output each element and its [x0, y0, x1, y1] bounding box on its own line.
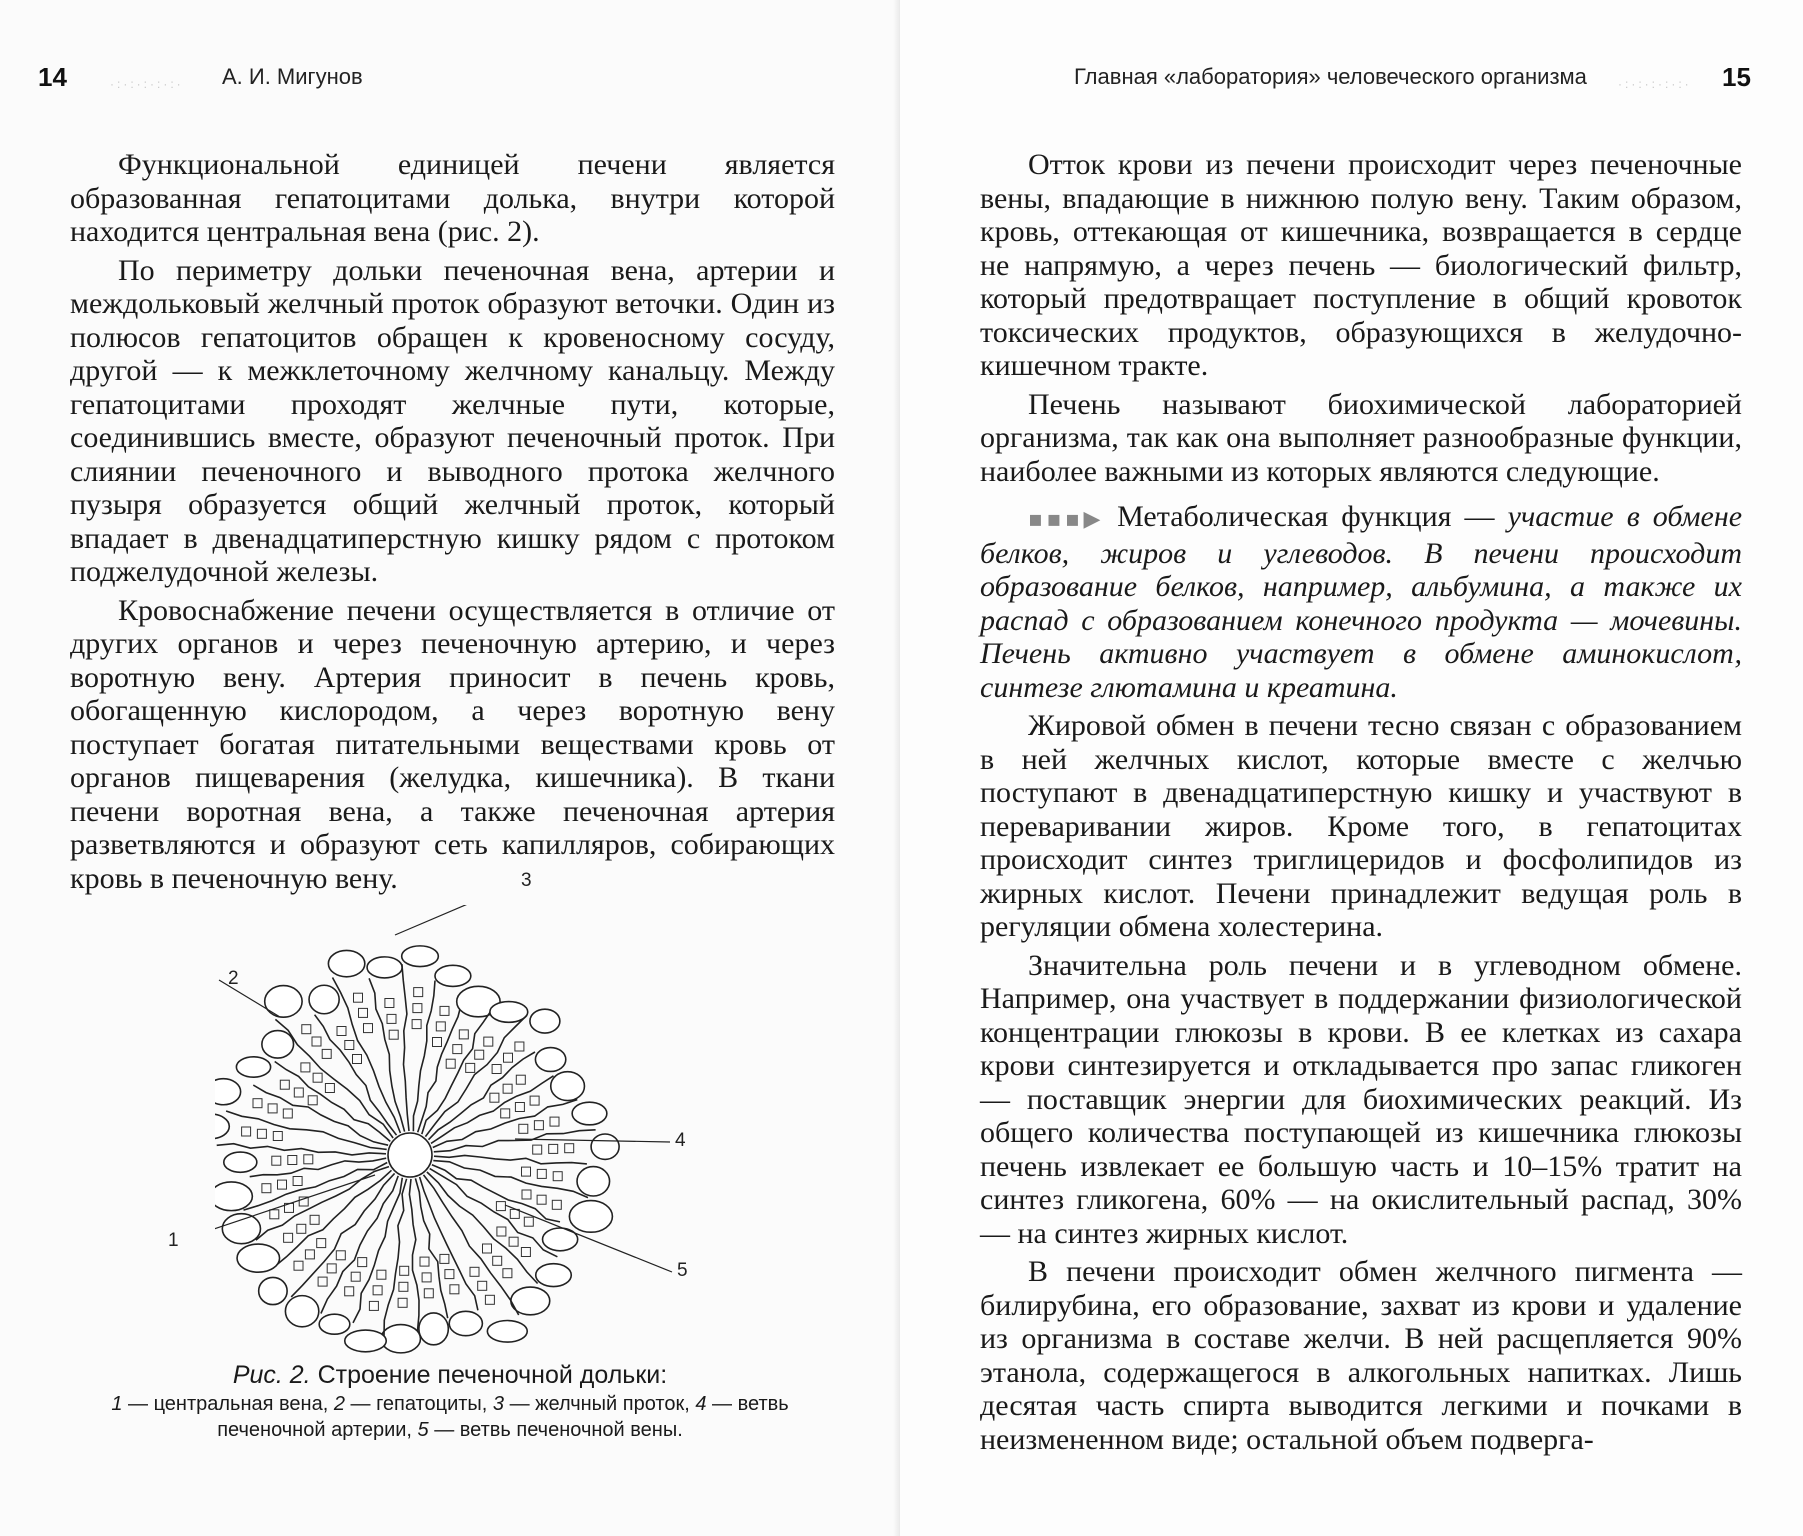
- lobule-strand: [250, 1158, 387, 1177]
- legend-text: — ветвь печеночной вены.: [428, 1419, 683, 1441]
- header-ornament-right: ·:·:·:·:·:·: [1618, 77, 1692, 91]
- hepatocyte-cell: [354, 993, 363, 1002]
- hepatocyte-cell: [318, 1277, 327, 1286]
- hepatocyte-cell: [519, 1124, 528, 1133]
- hepatocyte-lobe: [402, 946, 439, 967]
- hepatocyte-lobe: [236, 1057, 270, 1077]
- hepatocyte-cell: [450, 1285, 459, 1294]
- hepatocyte-cell: [312, 1037, 321, 1046]
- hepatocyte-cell: [294, 1261, 303, 1270]
- hepatocyte-cell: [524, 1217, 533, 1226]
- paragraph: Кровоснабжение печени осуществляется в отличие от других органов и через печеночную артерию, и через воротную вену. Артерия приносит в печень кровь, обогащенную кислородом, а через воротную вену поступает богатая питательными веществами кровь от органов пищеварения (желудка, кишечника). В ткани печени воротная вена, а также печеночная артерия разветвляются и образуют сеть капилляров, собирающих кровь в печеночную вену.: [70, 593, 835, 895]
- hepatocyte-cell: [492, 1065, 501, 1074]
- hepatocyte-lobe: [367, 957, 402, 978]
- hepatocyte-cell: [308, 1096, 317, 1105]
- figure-caption: [55, 1359, 845, 1443]
- hepatocyte-cell: [359, 1008, 368, 1017]
- hepatocyte-cell: [424, 1289, 433, 1298]
- hepatocyte-lobe: [345, 1330, 386, 1352]
- figure-label-5: 5: [677, 1260, 688, 1281]
- hepatocyte-cell: [369, 1301, 378, 1310]
- hepatocyte-cell: [440, 1006, 449, 1015]
- lobule-strand: [425, 1015, 526, 1136]
- hepatocyte-cell: [515, 1042, 524, 1051]
- header-ornament-left: ·:·:·:·:·:·: [110, 77, 184, 91]
- lobule-strand: [369, 978, 405, 1131]
- hepatocyte-cell: [413, 1004, 422, 1013]
- hepatocyte-lobe: [435, 965, 471, 986]
- hepatocyte-cell: [504, 1053, 513, 1062]
- legend-num: 2: [333, 1393, 345, 1415]
- hepatocyte-cell: [322, 1049, 331, 1058]
- hepatocyte-cell: [445, 1270, 454, 1279]
- hepatocyte-lobe: [224, 1152, 257, 1172]
- hepatocyte-cell: [522, 1167, 531, 1176]
- hepatocyte-lobe: [262, 1031, 294, 1059]
- hepatocyte-cell: [516, 1075, 525, 1084]
- caption-title-text: Строение печеночной дольки:: [310, 1361, 668, 1389]
- hepatocyte-cell: [440, 1254, 449, 1263]
- hepatocyte-cell: [549, 1144, 558, 1153]
- hepatocyte-cell: [446, 1059, 455, 1068]
- hepatocyte-cell: [459, 1030, 468, 1039]
- hepatocyte-cell: [304, 1155, 313, 1164]
- hepatocyte-cell: [253, 1099, 262, 1108]
- legend-text: — ветвь печеночной артерии,: [217, 1393, 789, 1441]
- hepatocyte-cell: [485, 1295, 494, 1304]
- lobule-strand: [415, 1178, 447, 1318]
- paragraph: В печени происходит обмен желчного пигмента — билирубина, его образование, захват из крови и удаление из организма в составе желчи. В ней расщепляется 90% этанола, содержащегося в алкогольных напитках. Лишь десятая часть спирта выводится легкими и почками в неизмененном виде; остальной объем подверга-: [980, 1255, 1742, 1456]
- lobule-strand: [434, 1155, 587, 1164]
- hepatocyte-cell: [436, 1022, 445, 1031]
- hepatocyte-cell: [433, 1038, 442, 1047]
- legend-text: — желчный проток,: [504, 1393, 696, 1415]
- hepatocyte-cell: [262, 1184, 271, 1193]
- hepatocyte-cell: [400, 1266, 409, 1275]
- hepatocyte-cell: [353, 1055, 362, 1064]
- hepatocyte-cell: [534, 1121, 543, 1130]
- figure-label-1: 1: [168, 1230, 179, 1251]
- hepatocyte-cell: [496, 1202, 505, 1211]
- left-text-column: [70, 148, 835, 900]
- hepatocyte-lobe: [536, 1264, 572, 1287]
- hepatocyte-cell: [420, 1257, 429, 1266]
- hepatocyte-cell: [385, 999, 394, 1008]
- hepatocyte-cell: [313, 1073, 322, 1082]
- paragraph: Значительна роль печени и в углеводном обмене. Например, она участвует в поддержании физиологической концентрации глюкозы в крови. В ее клетках из сахара крови синтезируется и откладывается про запас гликоген — поставщик энергии для биохимических реакций. Из общего количества поступающей из кишечника глюкозы печень извлекает ее большую часть и 10–15% тратит на синтез гликогена, 60% — на окислительный распад, 30% — на синтез жирных кислот.: [980, 948, 1742, 1250]
- hepatocyte-lobe: [591, 1134, 619, 1159]
- paragraph: По периметру дольки печеночная вена, артерии и междольковый желчный проток образуют веточки. Один из полюсов гепатоцитов обращен к кровеносному сосуду, другой — к межклеточному желчному канальцу. Между гепатоцитами проходят желчные пути, которые, соединившись вместе, образуют печеночный проток. При слиянии печеночного и выводного протока желчного пузыря образуется общий желчный проток, который впадает в двенадцатиперстную кишку рядом с протоком поджелудочной железы.: [70, 253, 835, 588]
- hepatocyte-cell: [522, 1190, 531, 1199]
- hepatocyte-cell: [387, 1014, 396, 1023]
- running-header-left: А. И. Мигунов: [222, 64, 363, 89]
- hepatocyte-lobe: [381, 1325, 420, 1353]
- legend-num: 1: [111, 1393, 123, 1415]
- left-page: [0, 0, 900, 1536]
- hepatocyte-cell: [553, 1172, 562, 1181]
- liver-lobule-illustration: [215, 905, 685, 1355]
- legend-num: 5: [417, 1419, 429, 1441]
- hepatocyte-cell: [466, 1063, 475, 1072]
- hepatocyte-cell: [272, 1156, 281, 1165]
- hepatocyte-cell: [478, 1281, 487, 1290]
- hepatocyte-cell: [501, 1109, 510, 1118]
- hepatocyte-cell: [503, 1084, 512, 1093]
- leader-line-3: [395, 905, 517, 935]
- figure-label-3: 3: [521, 870, 532, 891]
- hepatocyte-cell: [497, 1227, 506, 1236]
- lobule-strand: [321, 1176, 398, 1314]
- hepatocyte-lobe: [449, 1311, 482, 1335]
- legend-text: — центральная вена,: [122, 1393, 334, 1415]
- legend-text: — гепатоциты,: [344, 1393, 493, 1415]
- bullet-text: участие в обмене белков, жиров и углеводов. В печени происходит образование белков, например, альбумина, а также их распад с образованием конечного продукта — мочевины. Печень активно участвует в обмене аминокислот, синтезе глютамина и креатина.: [980, 500, 1743, 704]
- hepatocyte-cell: [503, 1269, 512, 1278]
- hepatocyte-cell: [509, 1237, 518, 1246]
- hepatocyte-cell: [257, 1129, 266, 1138]
- bullet-arrow-icon: ▪▪▪▶: [1028, 507, 1105, 532]
- hepatocyte-cell: [533, 1145, 542, 1154]
- hepatocyte-lobe: [215, 1079, 241, 1105]
- hepatocyte-cell: [565, 1144, 574, 1153]
- hepatocyte-cell: [297, 1224, 306, 1233]
- hepatocyte-lobe: [419, 1313, 448, 1345]
- lobule-strand: [434, 1130, 596, 1152]
- hepatocyte-lobe: [222, 1214, 260, 1244]
- hepatocyte-cell: [327, 1264, 336, 1273]
- caption-prefix: Рис. 2.: [232, 1361, 311, 1389]
- hepatocyte-cell: [389, 1030, 398, 1039]
- hepatocyte-lobe: [487, 1321, 527, 1343]
- hepatocyte-cell: [302, 1025, 311, 1034]
- hepatocyte-lobe: [551, 1072, 585, 1101]
- caption-title: [55, 1359, 845, 1391]
- hepatocyte-cell: [530, 1096, 539, 1105]
- figure-label-2: 2: [228, 968, 239, 989]
- hepatocyte-cell: [268, 1104, 277, 1113]
- lobule-strand: [409, 1179, 419, 1331]
- hepatocyte-cell: [453, 1045, 462, 1054]
- hepatocyte-lobe: [259, 1277, 287, 1304]
- paragraph: Отток крови из печени происходит через печеночные вены, впадающие в нижнюю полую вену. Таким образом, кровь, оттекающая от кишечника, возвращается в сердце не напрямую, а через печень — биологический фильтр, который предотвращает поступление в общий кровоток токсических продуктов, образующихся в желудочно-кишечном тракте.: [980, 148, 1742, 382]
- lobule-strand: [402, 964, 409, 1131]
- hepatocyte-cell: [337, 1027, 346, 1036]
- hepatocyte-cell: [278, 1180, 287, 1189]
- hepatocyte-lobe: [319, 1314, 350, 1334]
- hepatocyte-lobe: [309, 985, 339, 1014]
- hepatocyte-lobe: [215, 1114, 229, 1139]
- hepatocyte-lobe: [535, 1048, 565, 1072]
- hepatocyte-lobe: [285, 1296, 318, 1327]
- hepatocyte-cell: [398, 1298, 407, 1307]
- hepatocyte-cell: [293, 1177, 302, 1186]
- hepatocyte-cell: [317, 1239, 326, 1248]
- hepatocyte-cell: [515, 1103, 524, 1112]
- hepatocyte-cell: [399, 1282, 408, 1291]
- hepatocyte-cell: [284, 1233, 293, 1242]
- hepatocyte-cell: [351, 1272, 360, 1281]
- hepatocyte-cell: [336, 1251, 345, 1260]
- hepatocyte-cell: [280, 1080, 289, 1089]
- hepatocyte-cell: [490, 1093, 499, 1102]
- figure-label-4: 4: [675, 1130, 686, 1151]
- page-number-left: 14: [38, 62, 67, 92]
- paragraph: Жировой обмен в печени тесно связан с образованием в ней желчных кислот, которые вместе с желчью поступают в двенадцатиперстную кишку и участвуют в переваривании жиров. Кроме того, в гепатоцитах происходит синтез триглицеридов и фосфолипидов из жирных кислот. Печени принадлежит ведущая роль в регуляции обмена холестерина.: [980, 709, 1742, 943]
- bullet-item: [980, 500, 1742, 704]
- hepatocyte-cell: [294, 1088, 303, 1097]
- hepatocyte-cell: [270, 1210, 279, 1219]
- hepatocyte-cell: [242, 1127, 251, 1136]
- hepatocyte-cell: [483, 1244, 492, 1253]
- hepatocyte-cell: [373, 1286, 382, 1295]
- legend-num: 4: [695, 1393, 707, 1415]
- hepatocyte-cell: [273, 1132, 282, 1141]
- hepatocyte-cell: [484, 1037, 493, 1046]
- paragraph: Функциональной единицей печени является образованная гепатоцитами долька, внутри которой находится центральная вена (рис. 2).: [70, 148, 835, 248]
- hepatocyte-cell: [310, 1215, 319, 1224]
- liver-lobule-figure: [168, 870, 688, 1355]
- hepatocyte-cell: [358, 1258, 367, 1267]
- right-text-column: [980, 148, 1742, 1461]
- hepatocyte-lobe: [328, 950, 364, 976]
- running-header-right: Главная «лаборатория» человеческого организма: [1074, 64, 1587, 89]
- hepatocyte-cell: [345, 1287, 354, 1296]
- hepatocyte-cell: [283, 1109, 292, 1118]
- hepatocyte-cell: [364, 1024, 373, 1033]
- hepatocyte-lobe: [577, 1167, 610, 1196]
- hepatocyte-lobe: [530, 1009, 560, 1033]
- hepatocyte-cell: [537, 1195, 546, 1204]
- hepatocyte-cell: [288, 1156, 297, 1165]
- hepatocyte-cell: [325, 1084, 334, 1093]
- hepatocyte-cell: [414, 988, 423, 997]
- legend-num: 3: [492, 1393, 505, 1415]
- lobule-strand: [431, 1076, 554, 1144]
- hepatocyte-cell: [345, 1041, 354, 1050]
- hepatocyte-lobe: [265, 986, 302, 1018]
- hepatocyte-cell: [537, 1169, 546, 1178]
- lobule-strand: [424, 1175, 519, 1315]
- central-vein: [388, 1133, 432, 1177]
- hepatocyte-cell: [377, 1270, 386, 1279]
- hepatocyte-cell: [552, 1200, 561, 1209]
- page-number-right: 15: [1722, 62, 1751, 92]
- hepatocyte-cell: [305, 1250, 314, 1259]
- lobule-strand: [427, 1172, 538, 1284]
- hepatocyte-cell: [521, 1248, 530, 1257]
- hepatocyte-lobe: [215, 1182, 252, 1211]
- caption-legend: [55, 1391, 845, 1443]
- hepatocyte-cell: [301, 1063, 310, 1072]
- hepatocyte-cell: [475, 1050, 484, 1059]
- hepatocyte-lobe: [237, 1244, 280, 1272]
- paragraph: Печень называют биохимической лабораторией организма, так как она выполняет разнообразные функции, наиболее важными из которых являются следующие.: [980, 387, 1742, 488]
- hepatocyte-lobe: [569, 1201, 612, 1233]
- hepatocyte-cell: [550, 1117, 559, 1126]
- hepatocyte-lobe: [572, 1102, 607, 1125]
- hepatocyte-cell: [412, 1020, 421, 1029]
- hepatocyte-cell: [422, 1273, 431, 1282]
- hepatocyte-cell: [470, 1267, 479, 1276]
- bullet-term: Метаболическая функция —: [1117, 500, 1508, 533]
- hepatocyte-cell: [493, 1256, 502, 1265]
